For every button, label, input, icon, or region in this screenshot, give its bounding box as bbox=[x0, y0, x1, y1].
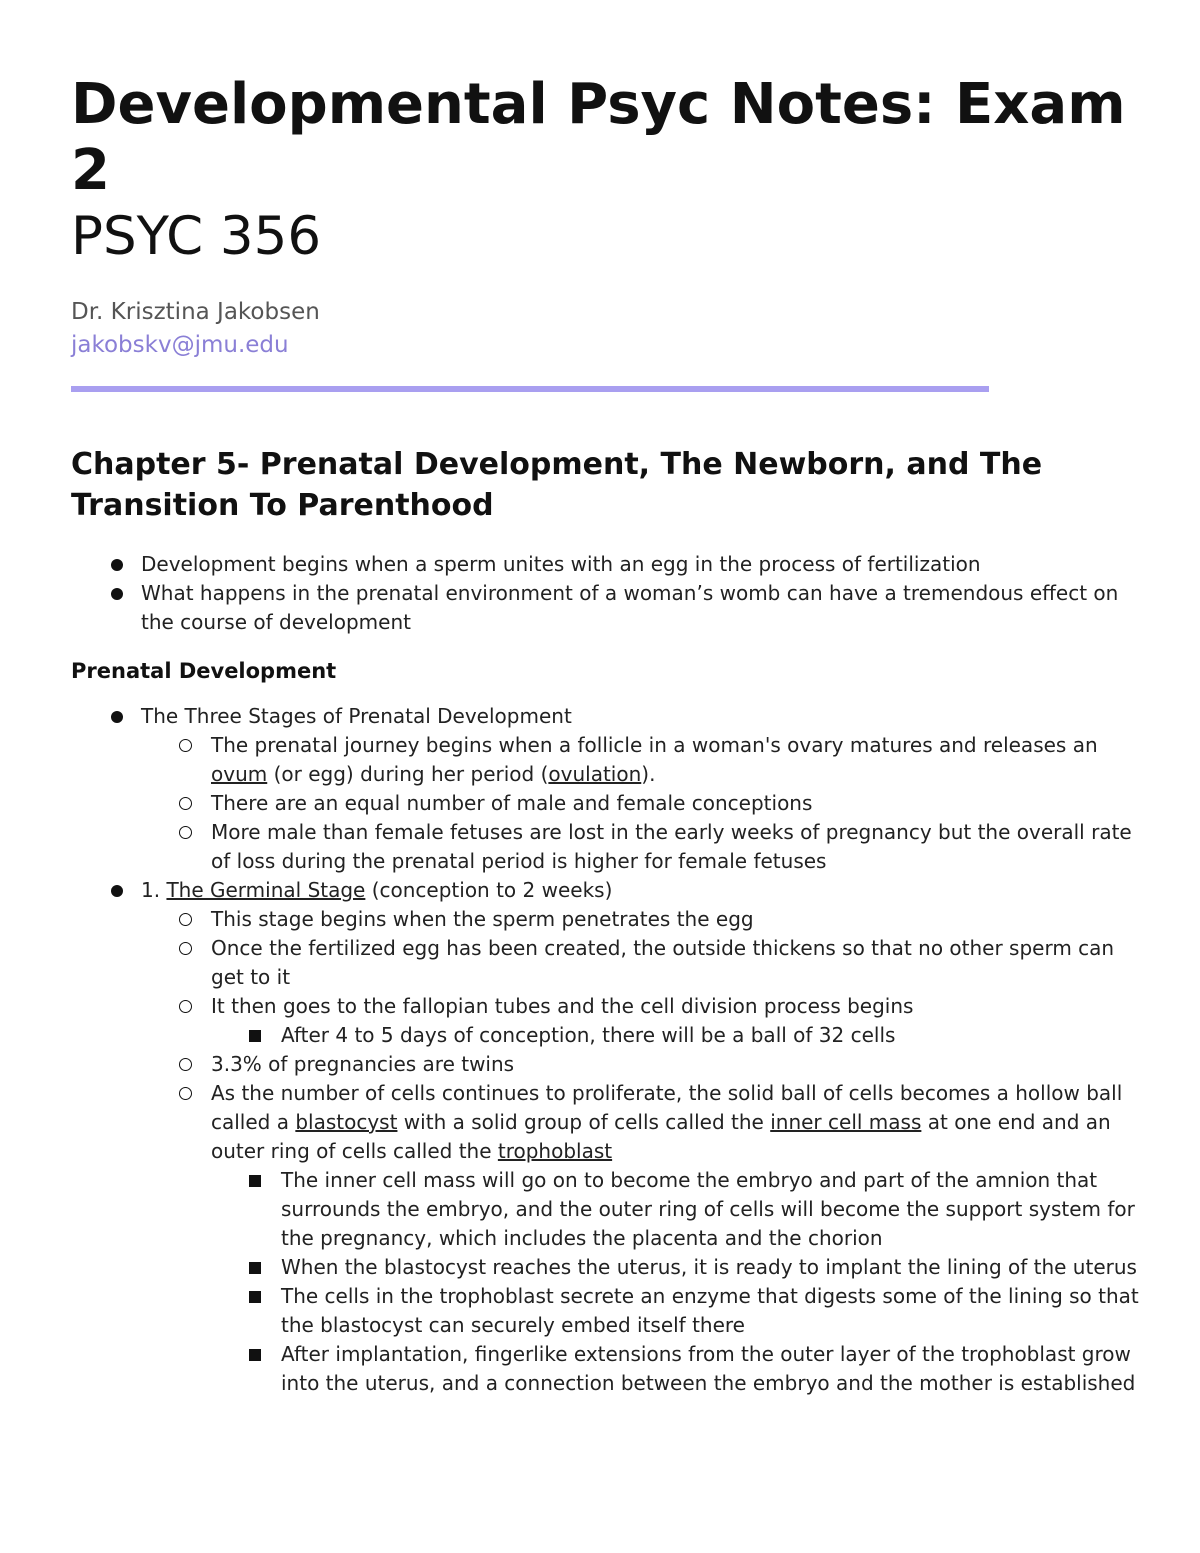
term-ovulation: ovulation bbox=[548, 762, 642, 786]
list-item: There are an equal number of male and female conceptions bbox=[141, 789, 1141, 818]
cell-division-sublist bbox=[141, 1021, 1141, 1050]
list-item: When the blastocyst reaches the uterus, it is ready to implant the lining of the uterus bbox=[211, 1253, 1141, 1282]
list-item: After implantation, fingerlike extensions from the outer layer of the trophoblast grow into the uterus, and a connection between the embryo and the mother is established bbox=[211, 1340, 1141, 1398]
instructor-email-link[interactable]: jakobskv@jmu.edu bbox=[71, 332, 289, 358]
chapter-heading: Chapter 5- Prenatal Development, The Newborn, and The Transition To Parenthood bbox=[71, 447, 1043, 523]
list-item: It then goes to the fallopian tubes and the cell division process begins After 4 to 5 days of conception, there will be a ball of 32 cells bbox=[141, 992, 1141, 1050]
title-divider bbox=[71, 386, 989, 392]
stages-sublist bbox=[71, 731, 1141, 876]
list-item: After 4 to 5 days of conception, there will be a ball of 32 cells bbox=[211, 1021, 1141, 1050]
list-item: Development begins when a sperm unites with an egg in the process of fertilization bbox=[71, 550, 1141, 579]
list-item: The inner cell mass will go on to become the embryo and part of the amnion that surrounds the embryo, and the outer ring of cells will become the support system for the pregnancy, which includes the placenta and the chorion bbox=[211, 1166, 1141, 1253]
list-item bbox=[71, 702, 1141, 876]
list-item: 1. The Germinal Stage (conception to 2 weeks) This stage begins when the sperm penetrates the egg Once the fertilized egg has been created, the outside thickens so that no other sperm can get to it It then goes to the fallopian tubes and the cell division process begins After 4 to 5 days of conception, there will be a ball of 32 cells 3.3% of pregnancies are twins As the number of cells continues to proliferate, the solid ball of cells becomes a hollow ball called a blastocyst with a solid group of cells called the inner cell mass at one end and an outer ring of cells called the trophoblast The inner cell mass will go on to become the embryo and part of the amnion that surrounds the embryo, and the outer ring of cells will become the support system for the pregnancy, which includes the placenta and the chorion When the blastocyst reaches the uterus, it is ready to implant the lining of the uterus The cells in the trophoblast secrete an enzyme that digests some of the lining so that the blastocyst can securely embed itself there After implantation, fingerlike extensions from the outer layer of the trophoblast grow into the uterus, and a connection between the embryo and the mother is established bbox=[71, 876, 1141, 1398]
term-inner-cell-mass: inner cell mass bbox=[770, 1110, 922, 1134]
list-item: More male than female fetuses are lost in the early weeks of pregnancy but the overall rate of loss during the prenatal period is higher for female fetuses bbox=[141, 818, 1141, 876]
list-item: The prenatal journey begins when a follicle in a woman's ovary matures and releases an ovum (or egg) during her period (ovulation). bbox=[141, 731, 1141, 789]
prenatal-list bbox=[71, 702, 1141, 1398]
list-item: 3.3% of pregnancies are twins bbox=[141, 1050, 1141, 1079]
course-code: PSYC 356 bbox=[71, 206, 322, 267]
term-trophoblast: trophoblast bbox=[497, 1139, 613, 1163]
germinal-sublist bbox=[71, 905, 1141, 1398]
list-item: Once the fertilized egg has been created, the outside thickens so that no other sperm can get to it bbox=[141, 934, 1141, 992]
term-germinal-stage: The Germinal Stage bbox=[166, 878, 366, 902]
document-page bbox=[71, 72, 1141, 1398]
blastocyst-sublist bbox=[141, 1166, 1141, 1398]
term-blastocyst: blastocyst bbox=[295, 1110, 398, 1134]
list-item: The cells in the trophoblast secrete an enzyme that digests some of the lining so that the blastocyst can securely embed itself there bbox=[211, 1282, 1141, 1340]
list-item: What happens in the prenatal environment of a woman’s womb can have a tremendous effect on the course of development bbox=[71, 579, 1141, 637]
term-ovum: ovum bbox=[211, 762, 268, 786]
list-item: As the number of cells continues to proliferate, the solid ball of cells becomes a hollow ball called a blastocyst with a solid group of cells called the inner cell mass at one end and an outer ring of cells called the trophoblast The inner cell mass will go on to become the embryo and part of the amnion that surrounds the embryo, and the outer ring of cells will become the support system for the pregnancy, which includes the placenta and the chorion When the blastocyst reaches the uterus, it is ready to implant the lining of the uterus The cells in the trophoblast secrete an enzyme that digests some of the lining so that the blastocyst can securely embed itself there After implantation, fingerlike extensions from the outer layer of the trophoblast grow into the uterus, and a connection between the embryo and the mother is established bbox=[141, 1079, 1141, 1398]
stages-heading: The Three Stages of Prenatal Development bbox=[141, 704, 572, 728]
instructor-name: Dr. Krisztina Jakobsen bbox=[71, 299, 320, 325]
intro-list bbox=[71, 550, 1141, 637]
list-item: This stage begins when the sperm penetrates the egg bbox=[141, 905, 1141, 934]
document-title: Developmental Psyc Notes: Exam 2 bbox=[71, 72, 1126, 203]
section-heading: Prenatal Development bbox=[71, 659, 337, 683]
